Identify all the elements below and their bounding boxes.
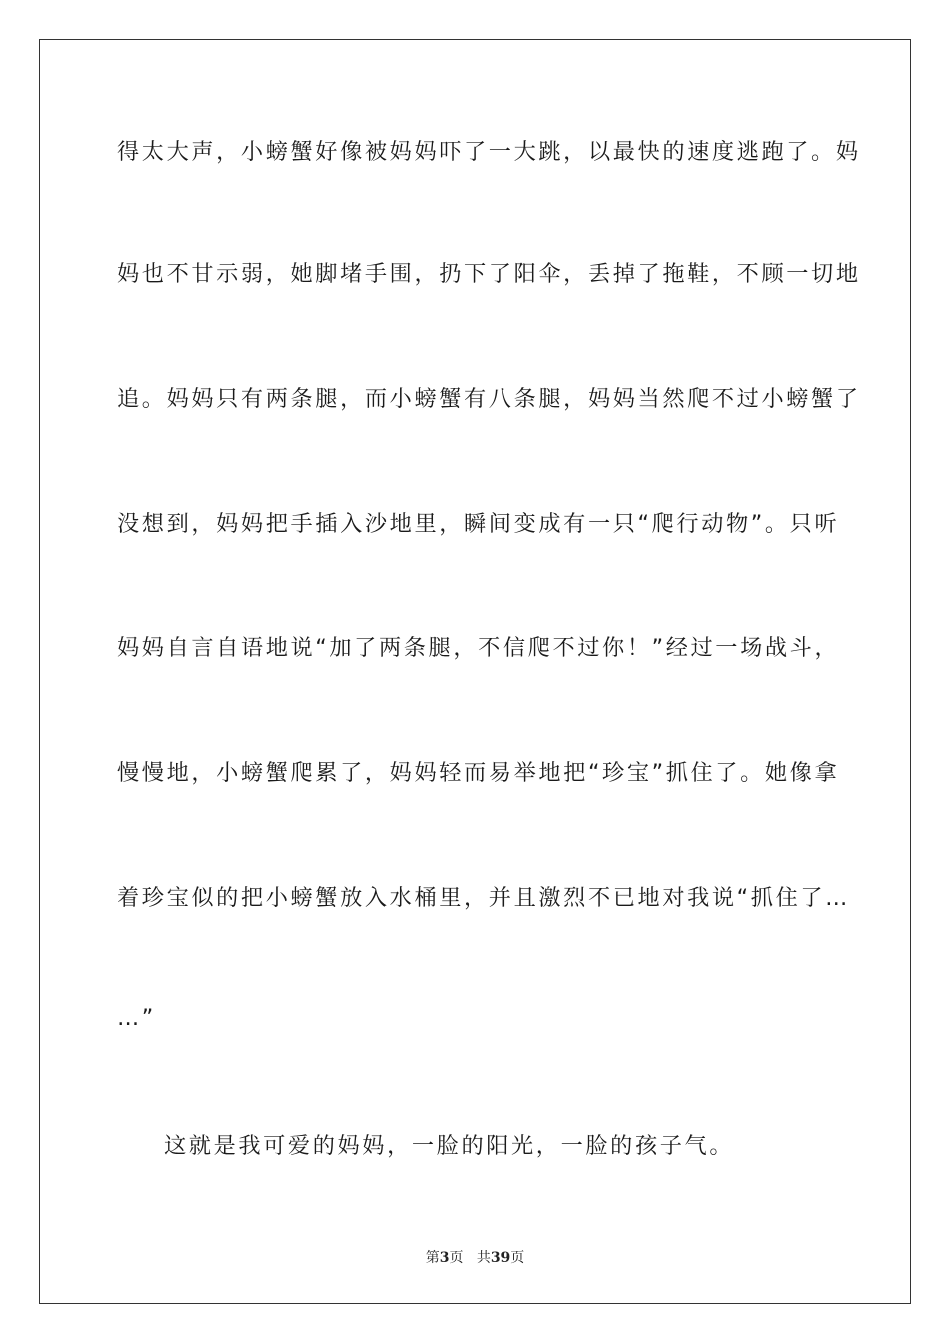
footer-page-suffix: 页 <box>449 1250 464 1266</box>
text-line-4: 没想到，妈妈把手插入沙地里，瞬间变成有一只“爬行动物”。只听 <box>117 511 840 537</box>
text-line-2: 妈也不甘示弱，她脚堵手围，扔下了阳伞，丢掉了拖鞋，不顾一切地 <box>117 261 861 287</box>
page-border <box>39 39 911 1304</box>
closing-paragraph: 这就是我可爱的妈妈，一脸的阳光，一脸的孩子气。 <box>164 1133 735 1159</box>
text-line-5: 妈妈自言自语地说“加了两条腿，不信爬不过你！”经过一场战斗， <box>117 635 840 661</box>
text-line-7: 着珍宝似的把小螃蟹放入水桶里，并且激烈不已地对我说“抓住了… <box>117 885 850 911</box>
footer-page-prefix: 第 <box>425 1250 440 1266</box>
text-line-1: 得太大声，小螃蟹好像被妈妈吓了一大跳，以最快的速度逃跑了。妈 <box>117 139 861 165</box>
footer-total-prefix: 共 <box>476 1250 491 1266</box>
footer-total-suffix: 页 <box>510 1250 525 1266</box>
text-line-8: …” <box>117 1005 156 1031</box>
page-footer <box>0 1247 950 1267</box>
text-line-6: 慢慢地，小螃蟹爬累了，妈妈轻而易举地把“珍宝”抓住了。她像拿 <box>117 760 840 786</box>
footer-page-number: 3 <box>439 1250 450 1266</box>
text-line-3: 追。妈妈只有两条腿，而小螃蟹有八条腿，妈妈当然爬不过小螃蟹了 <box>117 386 861 412</box>
footer-total-pages: 39 <box>490 1250 511 1266</box>
